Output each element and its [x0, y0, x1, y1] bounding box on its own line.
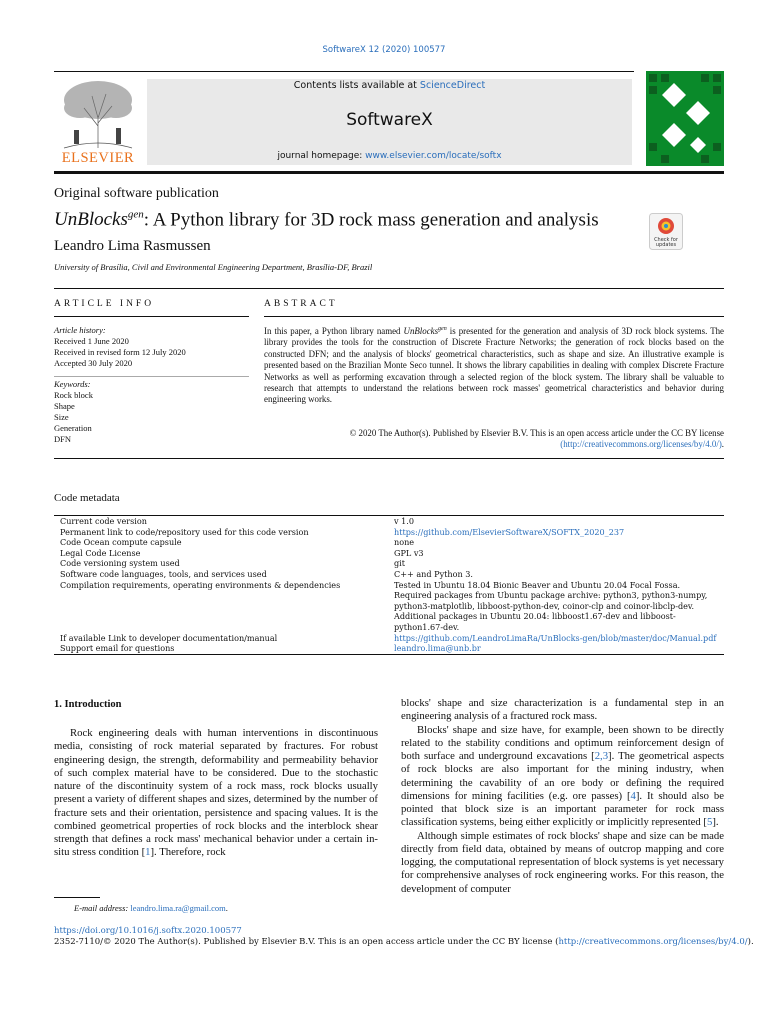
code-metadata-value: v 1.0 [388, 516, 724, 527]
history-label: Article history: [54, 325, 106, 335]
code-metadata-table [54, 515, 724, 655]
citation-link[interactable]: 5 [707, 816, 713, 829]
code-metadata-value: C++ and Python 3. [394, 568, 473, 579]
license-link[interactable]: http://creativecommons.org/licenses/by/4.0/ [558, 937, 748, 947]
journal-cover-image [646, 71, 724, 166]
code-metadata-label: Current code version [54, 516, 388, 527]
keyword: DFN [54, 434, 72, 444]
code-metadata-value: git [394, 558, 406, 569]
header-divider [54, 171, 724, 174]
author-name: Leandro Lima Rasmussen [54, 238, 211, 254]
code-metadata-value: GPL v3 [394, 547, 424, 558]
article-info-heading: ARTICLE INFO [54, 299, 155, 309]
section-heading: 1. Introduction [54, 699, 122, 710]
divider [54, 458, 724, 459]
sciencedirect-link[interactable]: ScienceDirect [419, 80, 486, 91]
license-link[interactable]: (http://creativecommons.org/licenses/by/4.0/) [560, 439, 722, 450]
code-metadata-row [54, 558, 724, 569]
code-metadata-link[interactable]: https://github.com/LeandroLimaRa/UnBlocks-gen/blob/master/doc/Manual.pdf [394, 632, 717, 643]
code-metadata-value: Tested in Ubuntu 18.04 Bionic Beaver and Ubuntu 20.04 Focal Fossa. Required packages from Ubuntu package archive: python3, python3-numpy, python3-matplotlib, libboost-python-dev, coinor-clp and coinor-libclp-dev. Additional packages in Ubuntu 20.04: libboost1.67-dev and libboost-python1.67-dev. [394, 579, 708, 632]
code-metadata-label: Permanent link to code/repository used for this code version [60, 526, 309, 537]
divider [54, 71, 634, 72]
code-metadata-row [54, 516, 724, 527]
code-metadata-value: none [394, 537, 415, 548]
contents-line: Contents lists available at ScienceDirect [293, 80, 486, 91]
keyword: Generation [54, 423, 92, 433]
revised-date: Received in revised form 12 July 2020 [54, 347, 186, 357]
check-badge-line2: updates [655, 242, 677, 248]
code-metadata-label: Code versioning system used [60, 558, 180, 569]
code-metadata-title: Code metadata [54, 492, 120, 504]
code-metadata-row [54, 527, 724, 538]
code-metadata-label: Software code languages, tools, and services used [60, 568, 267, 579]
homepage-line: journal homepage: www.elsevier.com/locate/softx [277, 151, 502, 161]
footnote-email: E-mail address: leandro.lima.ra@gmail.com. [74, 903, 228, 913]
elsevier-wordmark: ELSEVIER [61, 150, 135, 166]
keywords-label: Keywords: [54, 379, 91, 389]
divider [54, 288, 724, 289]
code-metadata-label: Code Ocean compute capsule [60, 537, 182, 548]
journal-name: SoftwareX [346, 110, 433, 130]
code-metadata-label: Compilation requirements, operating environments & dependencies [60, 579, 341, 590]
code-metadata-row [54, 569, 724, 580]
received-date: Received 1 June 2020 [54, 336, 129, 346]
abstract-heading: ABSTRACT [264, 299, 338, 309]
code-metadata-row [54, 643, 724, 654]
paper-title: UnBlocks$^{gen}$: A Python library for 3D rock mass generation and analysis [54, 209, 599, 231]
paragraph: Although simple estimates of rock blocks' shape and size can be made directly from field data, obtained by means of outcrop mapping and core logging, the computational representation of block systems is yet necessary for comprehensive analyses of rock engineering works. For this reason, the development of computer [401, 829, 724, 895]
code-metadata-label: Legal Code License [60, 547, 141, 558]
email-link[interactable]: leandro.lima.ra@gmail.com [130, 903, 226, 913]
check-badge-line1: Check for [654, 237, 678, 243]
code-metadata-row [54, 537, 724, 548]
body-column-right [401, 697, 724, 896]
keywords [54, 379, 249, 445]
body-column-left: Rock engineering deals with human interventions in discontinuous media, consisting of rock material separated by fractures. For robust engineering design, the strength, deformability and permeability behavior of such complex material have to be considered. Due to the stochastic nature of the discontinuity system of a rock mass, rock blocks usually present a variety of different shapes and sizes, determined by the number of fracture sets and their orientation, persistence and spacing values. It is the combined geometrical properties of rock blocks and the interblock shear strength that defines a rock mass' mechanical behavior under a certain in-situ stress condition [1]. Therefore, rock [54, 727, 378, 859]
code-metadata-row [54, 633, 724, 644]
article-type: Original software publication [54, 186, 219, 201]
doi-link[interactable]: https://doi.org/10.1016/j.softx.2020.100577 [54, 926, 242, 936]
paragraph: Blocks' shape and size have, for example, been shown to be directly related to the stability conditions and optimum reinforcement design of both surface and underground excavations [2,3]. The geometrical aspects of rock blocks are also important for the mining industry, when determining the cavability of an ore body or defining the required dimensions for mining facilities (e.g. ore passes) [4]. It should also be pointed that block size is an important parameter for rock mass classification systems, being either explicitly or implicitly represented [5]. [401, 723, 724, 829]
affiliation: University of Brasília, Civil and Environmental Engineering Department, Brasília-DF, Brazil [54, 262, 373, 272]
divider [54, 316, 249, 317]
code-metadata-row [54, 548, 724, 559]
code-metadata-row [54, 580, 724, 633]
library-name: UnBlocks$^{gen}$ [54, 209, 144, 231]
divider [264, 316, 724, 317]
code-metadata-label: If available Link to developer documentation/manual [60, 632, 278, 643]
citation-link[interactable]: 2,3 [594, 750, 609, 762]
code-metadata-link[interactable]: https://github.com/ElsevierSoftwareX/SOFTX_2020_237 [394, 526, 625, 537]
homepage-link[interactable]: www.elsevier.com/locate/softx [365, 151, 502, 161]
accepted-date: Accepted 30 July 2020 [54, 358, 133, 368]
keyword: Rock block [54, 390, 93, 400]
journal-reference[interactable]: SoftwareX 12 (2020) 100577 [322, 45, 446, 55]
citation-link[interactable]: 1 [145, 846, 151, 859]
check-for-updates-badge[interactable] [649, 213, 683, 250]
code-metadata-link[interactable]: leandro.lima@unb.br [388, 643, 724, 654]
abstract-copyright: © 2020 The Author(s). Published by Elsevier B.V. This is an open access article under the CC BY license (http://creativecommons.org/licenses/by/4.0/). [349, 428, 724, 450]
code-metadata-label: Support email for questions [54, 643, 388, 654]
paragraph: blocks' shape and size characterization is a fundamental step in an engineering analysis of a fractured rock mass. [401, 697, 724, 723]
keyword: Size [54, 412, 69, 422]
article-history [54, 325, 249, 369]
citation-link[interactable]: 4 [630, 789, 636, 802]
footnote-divider [54, 897, 100, 898]
divider [54, 376, 249, 377]
keyword: Shape [54, 401, 75, 411]
issn-license-line: 2352-7110/© 2020 The Author(s). Published by Elsevier B.V. This is an open access article under the CC BY license (http://creativecommons.org/licenses/by/4.0/). [54, 937, 754, 947]
abstract-text: In this paper, a Python library named UnBlocks$^{gen}$ is presented for the generation and analysis of 3D rock block systems. The library provides the tools for the construction of Discrete Fracture Networks; the generation of rock blocks based on the constructed DFN; and the analysis of blocks' geometrical characteristics, such as shape and size. An illustrative example is presented based on the Brazilian Monte Seco tunnel. It shows the library capabilities in dealing with complex Discrete Fracture Networks as well as performing excavation through a selected region of the block system. The library shall be valuable to research that attempts to understand the relations between rock masses' geometrical characteristics and behavior during engineering works. [264, 325, 724, 405]
